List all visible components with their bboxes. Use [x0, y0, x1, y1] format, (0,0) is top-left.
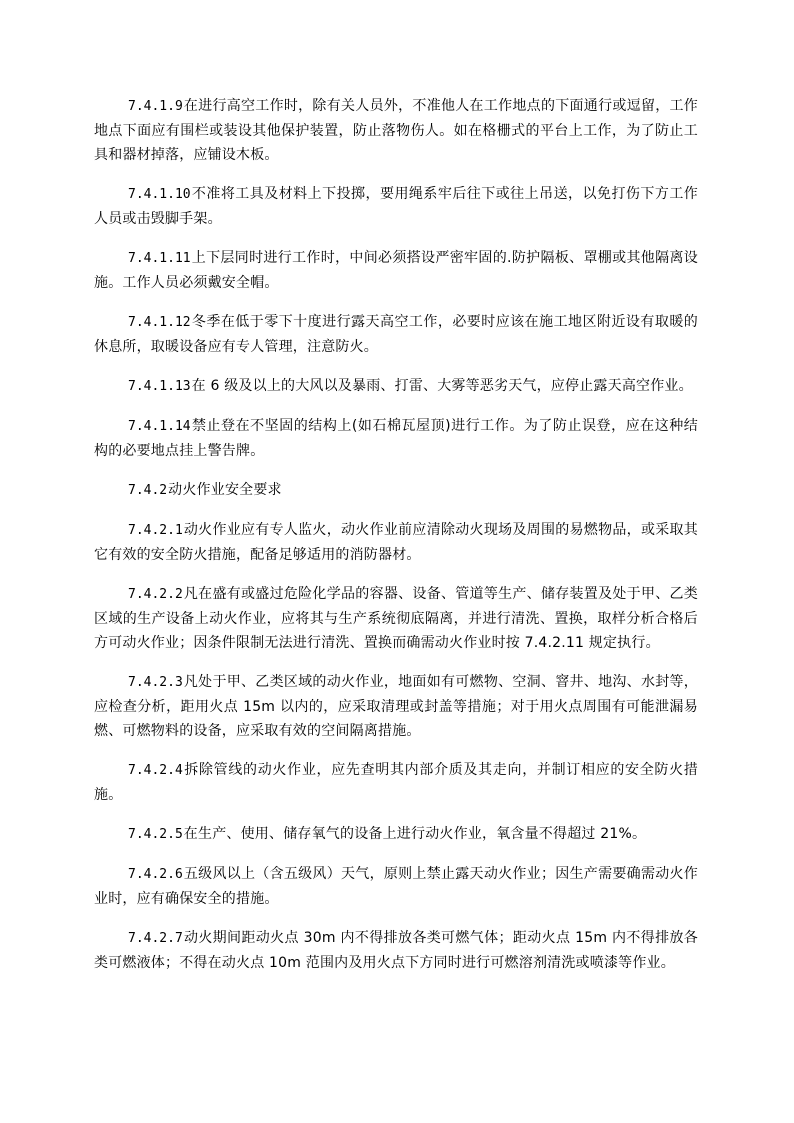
section-paragraph — [94, 246, 698, 295]
section-paragraph — [94, 758, 698, 807]
section-text: 动火作业应有专人监火，动火作业前应清除动火现场及周围的易燃物品，或采取其它有效的安全防火措施，配备足够适用的消防器材。 — [94, 522, 698, 563]
section-number: 7.4.2.6 — [128, 867, 183, 882]
section-number: 7.4.1.10 — [128, 187, 191, 202]
section-text: 在生产、使用、储存氧气的设备上进行动火作业，氧含量不得超过 21%。 — [183, 826, 647, 842]
section-number: 7.4.1.11 — [128, 251, 191, 266]
section-text: 凡在盛有或盛过危险化学品的容器、设备、管道等生产、储存装置及处于甲、乙类区域的生产设备上动火作业，应将其与生产系统彻底隔离，并进行清洗、置换，取样分析合格后方可动火作业；因条件限制无法进行清洗、置换而确需动火作业时按 7.4.2.11 规定执行。 — [94, 586, 698, 651]
section-paragraph — [94, 310, 698, 359]
section-number: 7.4.2.2 — [128, 587, 183, 602]
section-text: 动火作业安全要求 — [168, 482, 282, 498]
section-number: 7.4.1.9 — [128, 99, 183, 114]
section-text: 冬季在低于零下十度进行露天高空工作，必要时应该在施工地区附近设有取暖的休息所，取暖设备应有专人管理，注意防火。 — [94, 314, 698, 355]
section-text: 在进行高空工作时，除有关人员外，不准他人在工作地点的下面通行或逗留，工作地点下面应有围栏或装设其他保护装置，防止落物伤人。如在格栅式的平台上工作，为了防止工具和器材掉落，应铺设木板。 — [94, 98, 698, 163]
section-paragraph — [94, 94, 698, 167]
section-number: 7.4.1.12 — [128, 315, 191, 330]
section-paragraph — [94, 518, 698, 567]
section-number: 7.4.2.3 — [128, 675, 183, 690]
section-paragraph — [94, 926, 698, 975]
section-paragraph — [94, 478, 698, 503]
section-paragraph — [94, 822, 698, 847]
section-text: 在 6 级及以上的大风以及暴雨、打雷、大雾等恶劣天气，应停止露天高空作业。 — [191, 378, 693, 394]
section-text: 动火期间距动火点 30m 内不得排放各类可燃气体；距动火点 15m 内不得排放各类可燃液体；不得在动火点 10m 范围内及用火点下方同时进行可燃溶剂清洗或喷漆等作业。 — [94, 930, 698, 971]
section-text: 禁止登在不坚固的结构上(如石棉瓦屋顶)进行工作。为了防止误登，应在这种结构的必要地点挂上警告牌。 — [94, 418, 698, 459]
section-number: 7.4.1.13 — [128, 379, 191, 394]
section-number: 7.4.2.4 — [128, 763, 183, 778]
section-text: 拆除管线的动火作业，应先查明其内部介质及其走向，并制订相应的安全防火措施。 — [94, 762, 698, 803]
section-text: 不准将工具及材料上下投掷，要用绳系牢后往下或往上吊送，以免打伤下方工作人员或击毁脚手架。 — [94, 186, 698, 227]
section-paragraph — [94, 374, 698, 399]
section-paragraph — [94, 414, 698, 463]
section-paragraph — [94, 670, 698, 743]
section-number: 7.4.2 — [128, 483, 168, 498]
section-paragraph — [94, 582, 698, 655]
section-number: 7.4.2.1 — [128, 523, 183, 538]
section-number: 7.4.1.14 — [128, 419, 191, 434]
section-text: 上下层同时进行工作时，中间必须搭设严密牢固的.防护隔板、罩棚或其他隔离设施。工作人员必须戴安全帽。 — [94, 250, 698, 291]
section-number: 7.4.2.5 — [128, 827, 183, 842]
section-paragraph — [94, 182, 698, 231]
section-text: 五级风以上（含五级风）天气，原则上禁止露天动火作业；因生产需要确需动火作业时，应有确保安全的措施。 — [94, 866, 698, 907]
section-text: 凡处于甲、乙类区域的动火作业，地面如有可燃物、空洞、窨井、地沟、水封等，应检查分析，距用火点 15m 以内的，应采取清理或封盖等措施；对于用火点周围有可能泄漏易燃、可燃物料的设备，应采取有效的空间隔离措施。 — [94, 674, 698, 739]
document-body — [94, 94, 698, 990]
section-number: 7.4.2.7 — [128, 931, 183, 946]
section-paragraph — [94, 862, 698, 911]
